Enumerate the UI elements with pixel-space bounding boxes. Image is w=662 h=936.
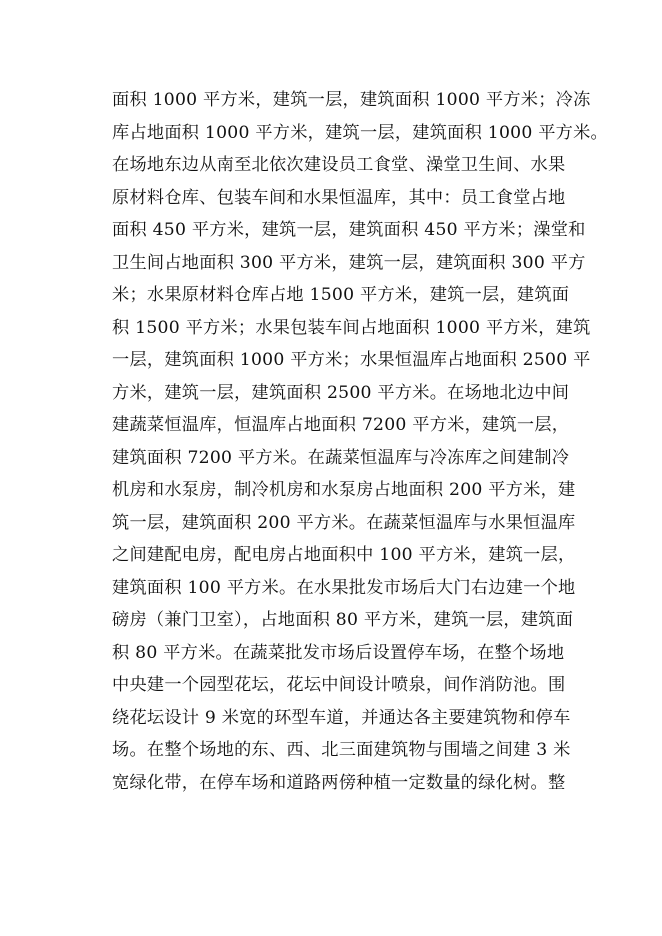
text-line: 库占地面积 1000 平方米，建筑一层，建筑面积 1000 平方米。 xyxy=(112,122,608,143)
text-line: 宽绿化带，在停车场和道路两傍种植一定数量的绿化树。整 xyxy=(112,772,566,793)
text-line: 面积 450 平方米，建筑一层，建筑面积 450 平方米；澡堂和 xyxy=(112,220,586,240)
text-line: 筑一层，建筑面积 200 平方米。在蔬菜恒温库与水果恒温库 xyxy=(112,512,576,533)
text-line: 建筑面积 7200 平方米。在蔬菜恒温库与冷冻库之间建制冷 xyxy=(112,447,570,468)
text-line: 原材料仓库、包装车间和水果恒温库，其中：员工食堂占地 xyxy=(112,187,566,208)
text-line: 在场地东边从南至北依次建设员工食堂、澡堂卫生间、水果 xyxy=(112,155,566,175)
text-line: 绕花坛设计 9 米宽的环型车道，并通达各主要建筑物和停车 xyxy=(112,707,571,728)
text-line: 一层，建筑面积 1000 平方米；水果恒温库占地面积 2500 平 xyxy=(112,350,591,370)
text-line: 方米，建筑一层，建筑面积 2500 平方米。在场地北边中间 xyxy=(112,382,570,403)
text-line: 磅房（兼门卫室），占地面积 80 平方米，建筑一层，建筑面 xyxy=(112,610,574,630)
text-line: 之间建配电房，配电房占地面积中 100 平方米，建筑一层， xyxy=(112,545,576,565)
text-line: 积 80 平方米。在蔬菜批发市场后设置停车场，在整个场地 xyxy=(112,642,565,663)
body-paragraph xyxy=(112,84,608,799)
text-line: 机房和水泵房，制冷机房和水泵房占地面积 200 平方米，建 xyxy=(112,480,576,500)
text-line: 建筑面积 100 平方米。在水果批发市场后大门右边建一个地 xyxy=(112,577,576,598)
text-line: 积 1500 平方米；水果包装车间占地面积 1000 平方米，建筑 xyxy=(112,317,591,338)
text-line: 米；水果原材料仓库占地 1500 平方米，建筑一层，建筑面 xyxy=(112,285,570,305)
text-line: 面积 1000 平方米，建筑一层，建筑面积 1000 平方米；冷冻 xyxy=(112,90,591,110)
text-line: 场。在整个场地的东、西、北三面建筑物与围墙之间建 3 米 xyxy=(112,740,571,760)
text-line: 卫生间占地面积 300 平方米，建筑一层，建筑面积 300 平方 xyxy=(112,252,586,273)
text-line: 建蔬菜恒温库，恒温库占地面积 7200 平方米，建筑一层， xyxy=(112,415,570,435)
text-line: 中央建一个园型花坛，花坛中间设计喷泉，间作消防池。围 xyxy=(112,675,566,695)
